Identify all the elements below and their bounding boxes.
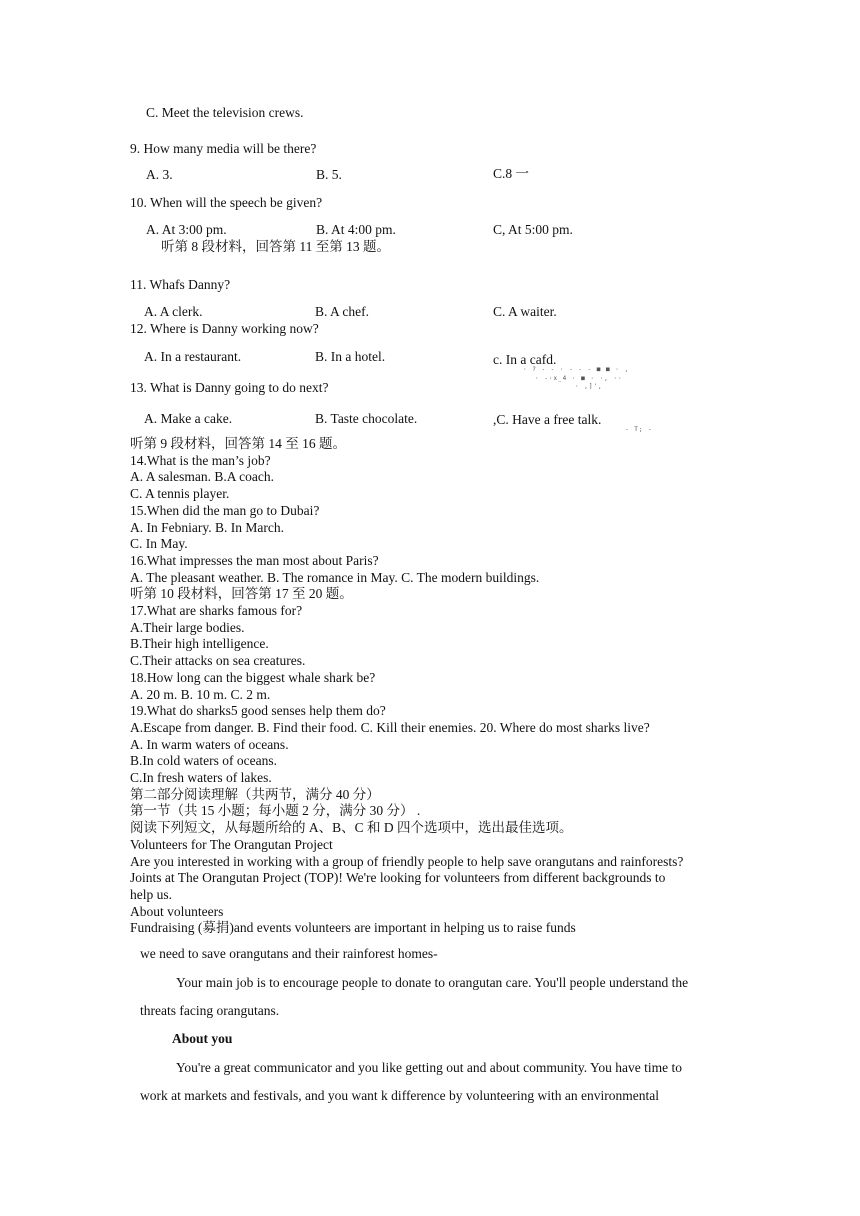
text-line: Fundraising (募捐)and events volunteers are important in helping us to raise funds xyxy=(130,920,576,936)
q13-option-b: B. Taste chocolate. xyxy=(315,411,418,426)
text-line: 19.What do sharks5 good senses help them do? xyxy=(130,703,386,719)
q12-option-c: c. In a cafd. xyxy=(493,352,557,367)
text-line: A.Their large bodies. xyxy=(130,619,245,635)
text-line: C.Their attacks on sea creatures. xyxy=(130,653,306,669)
scan-noise: · -·x_4 · ■ · ·, ·· xyxy=(535,375,623,382)
scan-noise: · ? - - · - - - ■ ■ · , xyxy=(523,366,630,373)
q12-question: 12. Where is Danny working now? xyxy=(130,321,319,336)
q9-question: 9. How many media will be there? xyxy=(130,141,317,156)
material-8-instruction: 听第 8 段材料，回答第 11 至第 13 题。 xyxy=(161,239,390,254)
text-line: C. In May. xyxy=(130,536,188,552)
text-line: 18.How long can the biggest whale shark be? xyxy=(130,669,376,685)
text-line: 14.What is the man’s job? xyxy=(130,452,271,468)
q11-option-b: B. A chef. xyxy=(315,304,369,319)
q11-option-a: A. A clerk. xyxy=(144,304,203,319)
q11-question: 11. Whafs Danny? xyxy=(130,277,231,292)
text-line: A.Escape from danger. B. Find their food. C. Kill their enemies. 20. Where do most sharks live? xyxy=(130,719,650,735)
passage-line: You're a great communicator and you like getting out and about community. You have time to xyxy=(176,1060,682,1075)
q9-option-c: C.8 一 xyxy=(493,166,530,181)
passage-line: Your main job is to encourage people to donate to orangutan care. You'll people understand the xyxy=(176,975,689,990)
q11-option-c: C. A waiter. xyxy=(493,304,557,319)
text-line: Are you interested in working with a group of friendly people to help save orangutans and rainforests? xyxy=(130,853,684,869)
text-line: 阅读下列短文，从每题所给的 A、B、C 和 D 四个选项中，选出最佳选项。 xyxy=(130,820,573,836)
q13-option-c: ,C. Have a free talk. xyxy=(493,412,602,427)
text-line: Joints at The Orangutan Project (TOP)! We're looking for volunteers from different backgrounds to xyxy=(130,870,666,886)
q10-option-b: B. At 4:00 pm. xyxy=(316,222,396,237)
text-line: 16.What impresses the man most about Paris? xyxy=(130,552,379,568)
text-line: A. A salesman. B.A coach. xyxy=(130,469,274,485)
passage-line: threats facing orangutans. xyxy=(140,1003,280,1018)
text-line: Volunteers for The Orangutan Project xyxy=(130,836,333,852)
text-line: B.Their high intelligence. xyxy=(130,636,269,652)
q9-option-b: B. 5. xyxy=(316,167,342,182)
about-you-heading: About you xyxy=(172,1031,233,1046)
text-line: A. In Febniary. B. In March. xyxy=(130,519,284,535)
text-line: About volunteers xyxy=(130,903,224,919)
text-line: 17.What are sharks famous for? xyxy=(130,603,303,618)
q10-option-a: A. At 3:00 pm. xyxy=(146,222,227,237)
passage-line: work at markets and festivals, and you want k difference by volunteering with an environmental xyxy=(140,1088,659,1103)
passage-line: we need to save orangutans and their rainforest homes- xyxy=(140,946,438,961)
text-line: 第一节（共 15 小题；每小题 2 分，满分 30 分） . xyxy=(130,803,421,819)
scan-noise: · ,]', xyxy=(575,383,603,390)
q13-option-a: A. Make a cake. xyxy=(144,411,233,426)
text-line: help us. xyxy=(130,886,172,902)
text-line: A. The pleasant weather. B. The romance in May. C. The modern buildings. xyxy=(130,569,540,585)
q12-option-a: A. In a restaurant. xyxy=(144,349,242,364)
text-line: B.In cold waters of oceans. xyxy=(130,753,277,769)
text-line: 听第 10 段材料，回答第 17 至 20 题。 xyxy=(130,586,353,602)
text-line: A. In warm waters of oceans. xyxy=(130,736,289,752)
scan-noise: - T; - xyxy=(625,426,653,433)
text-line: C.In fresh waters of lakes. xyxy=(130,770,272,785)
text-line: 第二部分阅读理解（共两节，满分 40 分） xyxy=(130,786,380,802)
text-line: 听第 9 段材料，回答第 14 至 16 题。 xyxy=(130,436,346,451)
q9-option-a: A. 3. xyxy=(146,167,173,182)
q8-option-c: C. Meet the television crews. xyxy=(146,105,304,120)
q10-question: 10. When will the speech be given? xyxy=(130,195,323,210)
q13-question: 13. What is Danny going to do next? xyxy=(130,380,329,395)
text-line: A. 20 m. B. 10 m. C. 2 m. xyxy=(130,686,271,702)
text-line: 15.When did the man go to Dubai? xyxy=(130,502,320,518)
q12-option-b: B. In a hotel. xyxy=(315,349,386,364)
q10-option-c: C, At 5:00 pm. xyxy=(493,222,573,237)
text-line: C. A tennis player. xyxy=(130,486,230,502)
